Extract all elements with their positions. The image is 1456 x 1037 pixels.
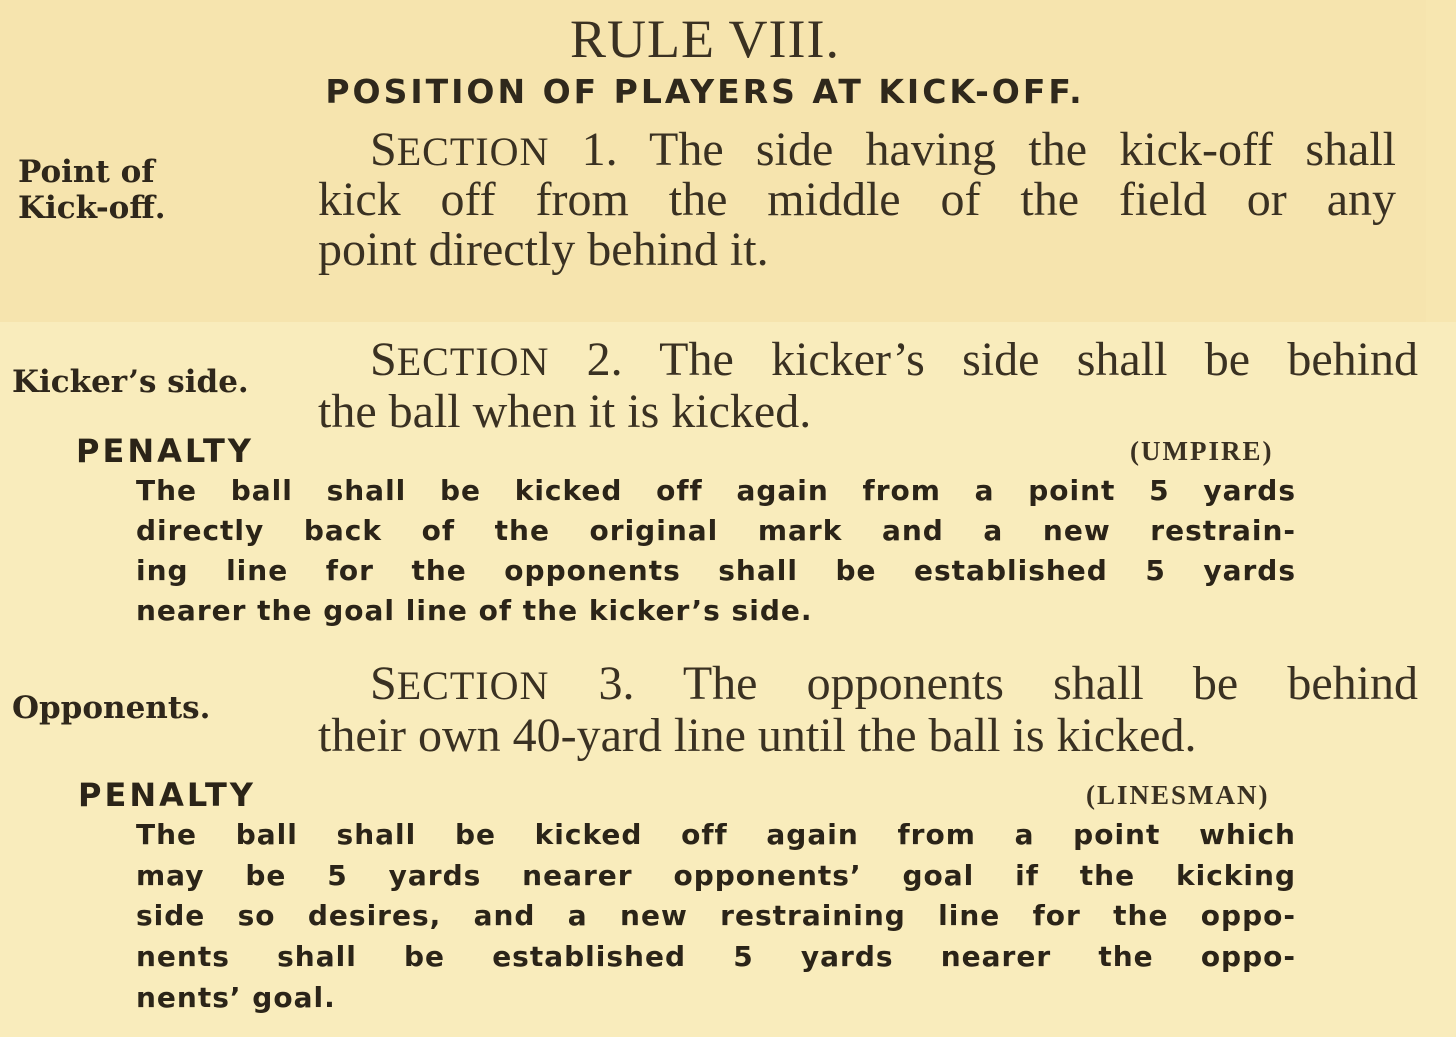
section-1-line: point directly behind it. bbox=[318, 223, 769, 276]
penalty-line: directly back of the original mark and a new restrain- bbox=[136, 514, 1296, 547]
section-2-text: The kicker’s side shall be behind bbox=[659, 333, 1418, 386]
section-2-label: SECTION 2. bbox=[370, 333, 623, 386]
margin-note-line: Point of bbox=[18, 154, 155, 190]
penalty-label: PENALTY bbox=[76, 432, 254, 470]
penalty-line: The ball shall be kicked off again from a point 5 yards bbox=[136, 474, 1296, 507]
section-3-label: SECTION 3. bbox=[370, 657, 635, 710]
penalty-line: nents shall be established 5 yards nearer the oppo- bbox=[136, 940, 1296, 973]
rule-heading: RULE VIII. bbox=[570, 9, 840, 69]
margin-note-opponents: Opponents. bbox=[12, 690, 211, 726]
margin-note-kickers-side: Kicker’s side. bbox=[12, 364, 249, 400]
penalty-line: nearer the goal line of the kicker’s side. bbox=[136, 594, 813, 627]
section-3-text: The opponents shall be behind bbox=[682, 657, 1419, 710]
rule-subheading: POSITION OF PLAYERS AT KICK-OFF. bbox=[325, 72, 1085, 111]
penalty-label: PENALTY bbox=[78, 776, 256, 814]
penalty-official-linesman: (LINESMAN) bbox=[1086, 780, 1270, 810]
section-3-first-line bbox=[318, 656, 1418, 711]
section-1-line: kick off from the middle of the field or any bbox=[318, 173, 1396, 226]
penalty-official-umpire: (UMPIRE) bbox=[1130, 436, 1274, 466]
section-3-line: their own 40-yard line until the ball is kicked. bbox=[318, 709, 1197, 762]
section-1-first-line bbox=[318, 122, 1396, 177]
penalty-line: ing line for the opponents shall be established 5 yards bbox=[136, 554, 1296, 587]
penalty-line: side so desires, and a new restraining line for the oppo- bbox=[136, 899, 1296, 932]
section-1-label: SECTION 1. bbox=[370, 123, 618, 176]
section-1-text: The side having the kick-off shall bbox=[649, 123, 1397, 176]
margin-note-line: Kick-off. bbox=[18, 190, 166, 226]
penalty-line: nents’ goal. bbox=[136, 981, 336, 1014]
section-2-first-line bbox=[318, 332, 1418, 387]
section-2-line: the ball when it is kicked. bbox=[318, 385, 812, 438]
penalty-line: may be 5 yards nearer opponents’ goal if the kicking bbox=[136, 859, 1296, 892]
margin-note-point-of-kickoff bbox=[18, 154, 166, 226]
penalty-line: The ball shall be kicked off again from a point which bbox=[136, 818, 1296, 851]
